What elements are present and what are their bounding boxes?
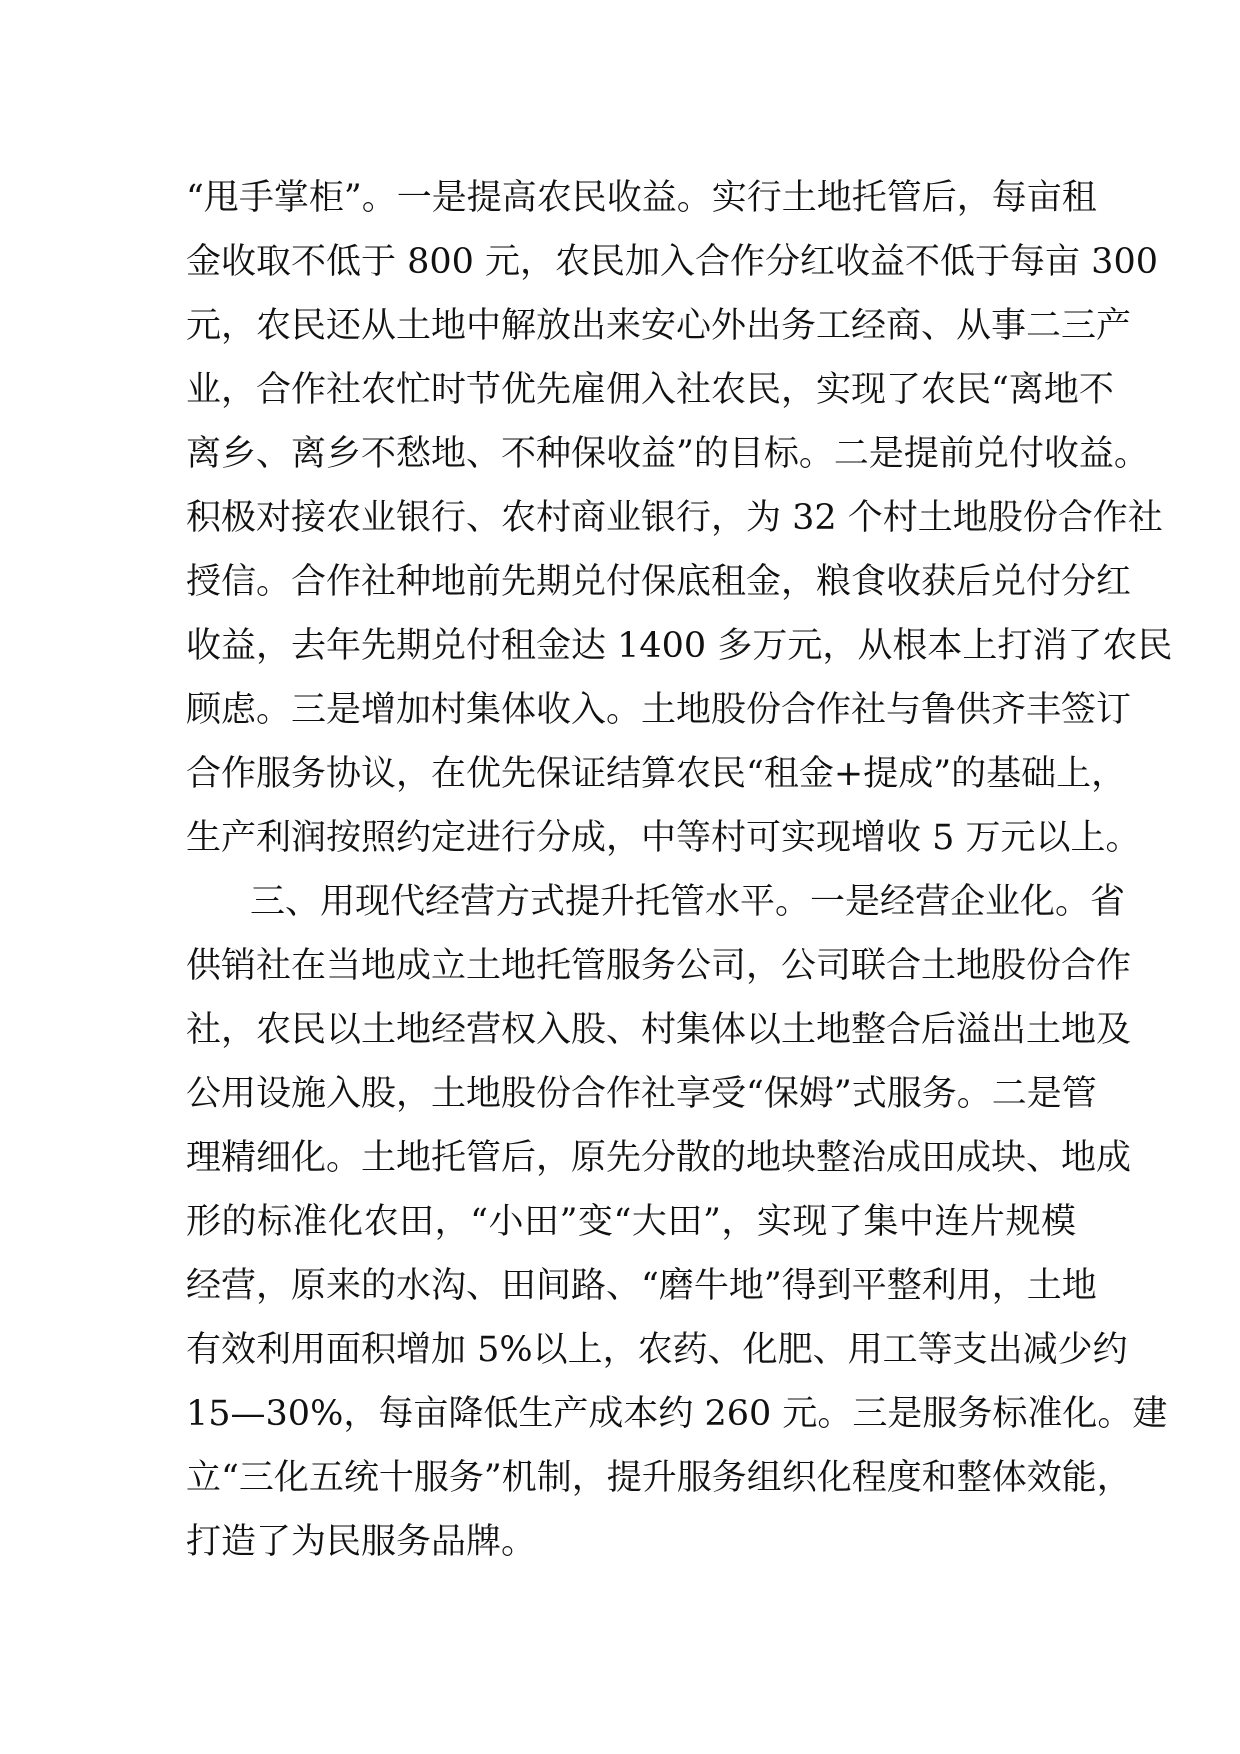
text-line: 15—30%，每亩降低生产成本约 260 元。三是服务标准化。建 xyxy=(186,1394,1168,1434)
text-line: 业，合作社农忙时节优先雇佣入社农民，实现了农民“离地不 xyxy=(186,370,1114,410)
text-line: 理精细化。土地托管后，原先分散的地块整治成田成块、地成 xyxy=(186,1138,1132,1178)
text-line-last: 打造了为民服务品牌。 xyxy=(186,1522,537,1562)
text-line: 授信。合作社种地前先期兑付保底租金，粮食收获后兑付分红 xyxy=(186,562,1132,602)
text-line-last: 生产利润按照约定进行分成，中等村可实现增收 5 万元以上。 xyxy=(186,818,1141,858)
text-line: 供销社在当地成立土地托管服务公司，公司联合土地股份合作 xyxy=(186,946,1132,986)
paragraph-2 xyxy=(186,870,1168,1574)
text-line: 社，农民以土地经营权入股、村集体以土地整合后溢出土地及 xyxy=(186,1010,1132,1050)
text-line: 金收取不低于 800 元，农民加入合作分红收益不低于每亩 300 xyxy=(186,242,1158,282)
paragraph-1 xyxy=(186,166,1173,870)
document-body xyxy=(186,166,1173,1574)
text-line: 顾虑。三是增加村集体收入。土地股份合作社与鲁供齐丰签订 xyxy=(186,690,1132,730)
text-line: “甩手掌柜”。一是提高农民收益。实行土地托管后，每亩租 xyxy=(186,178,1097,218)
text-line: 积极对接农业银行、农村商业银行，为 32 个村土地股份合作社 xyxy=(186,498,1163,538)
text-line: 元，农民还从土地中解放出来安心外出务工经商、从事二三产 xyxy=(186,306,1132,346)
text-line: 经营，原来的水沟、田间路、“磨牛地”得到平整利用，土地 xyxy=(186,1266,1097,1306)
text-line-indented: 三、用现代经营方式提升托管水平。一是经营企业化。省 xyxy=(250,882,1126,922)
text-line: 合作服务协议，在优先保证结算农民“租金+提成”的基础上， xyxy=(186,754,1127,794)
text-line: 有效利用面积增加 5%以上，农药、化肥、用工等支出减少约 xyxy=(186,1330,1128,1370)
text-line: 立“三化五统十服务”机制，提升服务组织化程度和整体效能， xyxy=(186,1458,1132,1498)
text-line: 形的标准化农田，“小田”变“大田”，实现了集中连片规模 xyxy=(186,1202,1076,1242)
text-line: 离乡、离乡不愁地、不种保收益”的目标。二是提前兑付收益。 xyxy=(186,434,1149,474)
text-line: 公用设施入股，土地股份合作社享受“保姆”式服务。二是管 xyxy=(186,1074,1097,1114)
text-line: 收益，去年先期兑付租金达 1400 多万元，从根本上打消了农民 xyxy=(186,626,1173,666)
